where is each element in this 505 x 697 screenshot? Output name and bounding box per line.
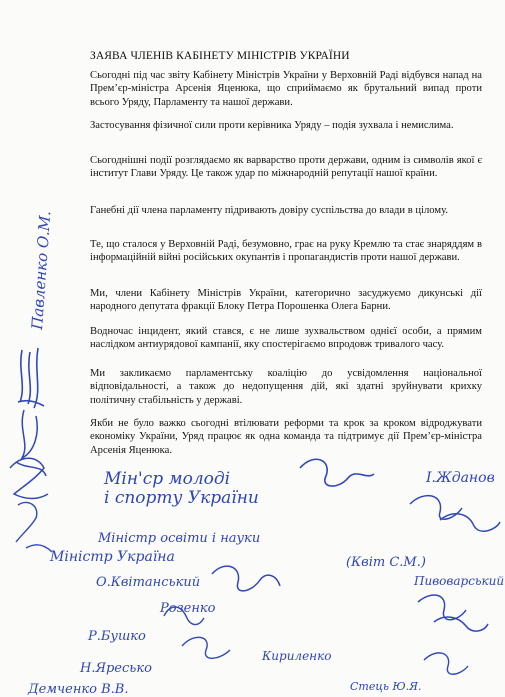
paragraph-7: Водночас інцидент, який стався, є не лише зухвальством однієї особи, а прямим наслідком антиурядової кампанії, яку спостерігаємо впродовж тривалого часу. (90, 326, 482, 351)
signature-kvit: (Квіт С.М.) (346, 555, 426, 570)
signature-ministry-ukraine: Міністр Україна (50, 549, 175, 565)
paragraph-4: Ганебні дії члена парламенту підривають довіру суспільства до влади в цілому. (90, 205, 448, 216)
signature-pyvovarsky: Пивоварський (414, 574, 505, 588)
signature-scribble-3 (10, 458, 48, 498)
paragraph-1: Сьогодні під час звіту Кабінету Міністрів України у Верховній Раді відбувся напад на Прем’єр-міністра Арсенія Яценюка, що сприймаємо як брутальний випад проти всього Уряду, Парламенту та нашої держави. (90, 70, 482, 108)
signature-kvitansky: О.Квітанський (96, 575, 201, 590)
paragraph-2: Застосування фізичної сили проти керівника Уряду – подія зухвала і немислима. (90, 120, 454, 131)
signature-scribble-10 (182, 637, 230, 658)
signature-demchenko: Демченко В.В. (28, 682, 129, 697)
signature-yaresko: Н.Яресько (80, 661, 152, 676)
paragraph-6: Ми, члени Кабінету Міністрів України, категорично засуджуємо дикунські дії народного депутата фракції Блоку Петра Порошенка Олега Барни. (90, 288, 482, 313)
signature-bushko: Р.Бушко (88, 629, 146, 644)
paragraph-8: Ми закликаємо парламентську коаліцію до усвідомлення національної відповідальності, а також до недопущення дій, які здатні зруйнувати крихку політичну стабільність у державі. (90, 368, 482, 406)
signature-zhdanov: І.Жданов (426, 470, 495, 486)
paragraph-9: Якби не було важко сьогодні втілювати реформи та крок за кроком відроджувати економіку України, Уряд працює як одна команда та підтримує дії Прем’єр-міністра Арсенія Яценюка. (90, 418, 482, 456)
signature-scribble-1 (18, 348, 44, 408)
signature-scribble-2 (16, 410, 46, 476)
signature-ministry-youth-line1: Мін'ср молоді (104, 469, 231, 489)
document-title: ЗАЯВА ЧЛЕНІВ КАБІНЕТУ МІНІСТРІВ УКРАЇНИ (90, 50, 350, 62)
signature-ministry-youth-line2: і спорту України (104, 488, 259, 508)
paragraph-3: Сьогоднішні події розглядаємо як варварство проти держави, одним із символів якої є інститут Глави Уряду. Це також удар по міжнародній репутації нашої країни. (90, 155, 482, 180)
signature-pavlenko (28, 210, 54, 331)
signature-stets: Стець Ю.Я. (350, 680, 422, 693)
signature-scribble-12 (434, 617, 488, 631)
signature-scribble-9 (164, 607, 204, 625)
signature-rozenko: Розенко (160, 601, 216, 616)
signature-ministry-education: Міністр освіти і науки (98, 531, 261, 546)
signature-scribble-13 (424, 653, 468, 674)
signature-scribble-8 (212, 566, 280, 591)
signature-scribble-6 (410, 496, 462, 520)
signature-scribble-5 (300, 459, 374, 486)
signature-scribble-11 (418, 595, 466, 620)
paragraph-5: Те, що сталося у Верховній Раді, безумовно, грає на руку Кремлю та стає знаряддям в інформаційній війні російських окупантів і пропагандистів проти нашої держави. (90, 239, 482, 264)
signature-kyrylenko: Кириленко (262, 649, 332, 663)
signature-pavlenko-text: Павленко О.М. (28, 210, 55, 331)
signature-scribble-7 (440, 514, 500, 531)
signature-scribble-4 (16, 502, 52, 552)
